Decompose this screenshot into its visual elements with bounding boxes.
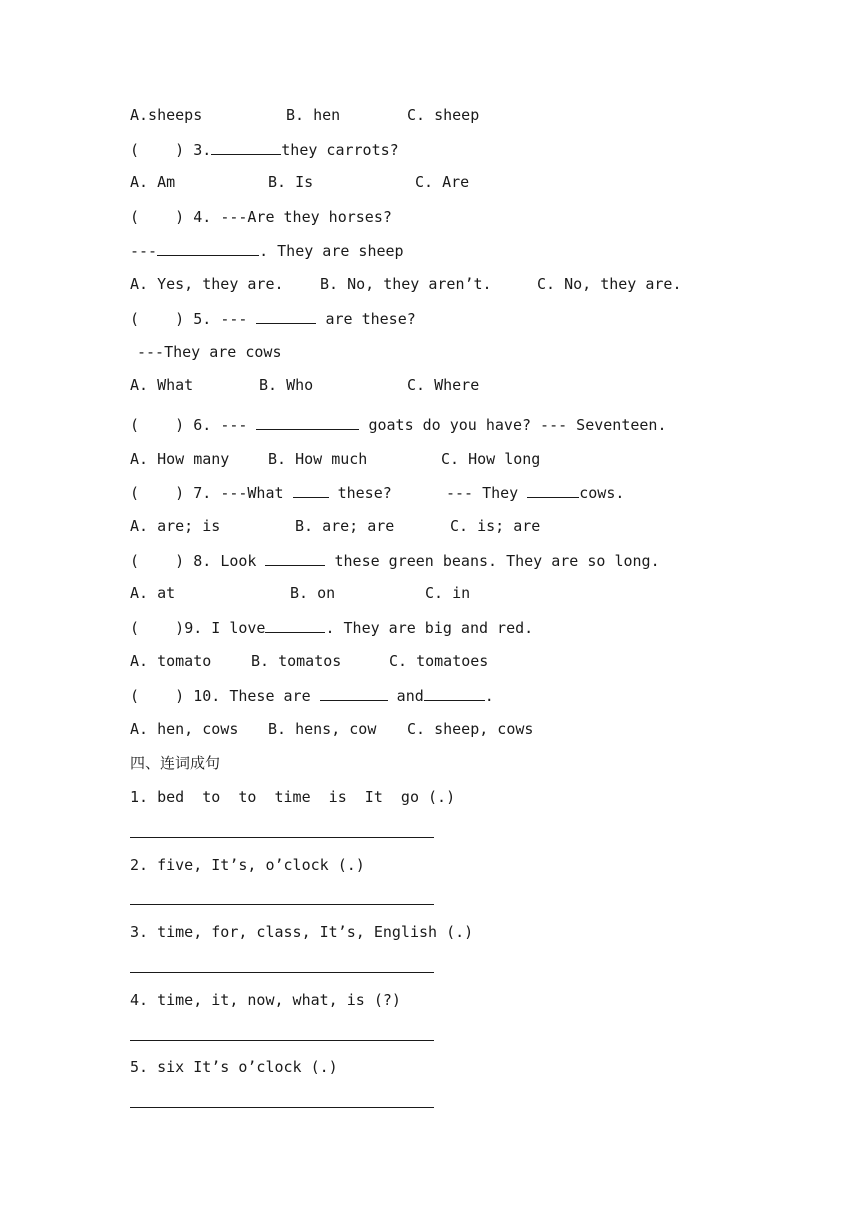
q4-option-c: C. No, they are. — [537, 275, 682, 293]
answer-paren: ( ) — [130, 484, 185, 502]
question-3 — [130, 140, 399, 160]
question-7: ( ) 7. ---What these? --- They cows. — [130, 484, 625, 502]
question-4 — [130, 207, 392, 227]
q3-option-c: C. Are — [415, 173, 470, 191]
question-number: 9. — [184, 619, 203, 637]
question-number: 10. — [193, 687, 221, 705]
q4-option-a: A. Yes, they are. — [130, 275, 284, 293]
question-9: ( )9. I love . They are big and red. — [130, 619, 534, 637]
question-number: 3. — [193, 141, 212, 159]
answer-line-2[interactable] — [130, 904, 434, 905]
question-4-answer: --- . They are sheep — [130, 242, 404, 260]
reorder-item-2: 2. five, It’s, o’clock (.) — [130, 856, 365, 874]
answer-blank[interactable] — [293, 483, 329, 498]
q2-option-b: B. hen — [286, 106, 341, 124]
q10-option-a: A. hen, cows — [130, 720, 239, 738]
q3-option-b: B. Is — [268, 173, 314, 191]
section-4-title: 四、连词成句 — [130, 754, 221, 772]
q6-option-b: B. How much — [268, 450, 368, 468]
answer-paren: ( ) — [130, 416, 185, 434]
q6-option-a: A. How many — [130, 450, 230, 468]
answer-blank[interactable] — [211, 140, 281, 155]
answer-blank[interactable] — [265, 618, 325, 633]
question-6: ( ) 6. --- goats do you have? --- Seventeen. — [130, 416, 667, 434]
question-number: 6. — [193, 416, 212, 434]
q10-option-c: C. sheep, cows — [407, 720, 534, 738]
answer-blank[interactable] — [157, 241, 259, 256]
answer-blank[interactable] — [424, 686, 485, 701]
q10-option-b: B. hens, cow — [268, 720, 377, 738]
q2-option-c: C. sheep — [407, 106, 480, 124]
reorder-item-3: 3. time, for, class, It’s, English (.) — [130, 923, 474, 941]
answer-paren: ( ) — [130, 141, 185, 159]
q8-option-a: A. at — [130, 584, 176, 602]
q8-option-b: B. on — [290, 584, 336, 602]
answer-blank[interactable] — [320, 686, 388, 701]
question-number: 5. — [193, 310, 212, 328]
q5-option-b: B. Who — [259, 376, 314, 394]
question-number: 7. — [193, 484, 212, 502]
answer-paren: ( ) — [130, 208, 185, 226]
q3-option-a: A. Am — [130, 173, 176, 191]
answer-blank[interactable] — [256, 415, 359, 430]
question-text: ---Are they horses? — [220, 208, 392, 226]
answer-blank[interactable] — [265, 551, 325, 566]
q7-option-c: C. is; are — [450, 517, 541, 535]
q9-option-c: C. tomatoes — [389, 652, 489, 670]
question-number: 4. — [193, 208, 212, 226]
answer-paren: ( ) — [130, 687, 185, 705]
q4-option-b: B. No, they aren’t. — [320, 275, 492, 293]
reorder-item-4: 4. time, it, now, what, is (?) — [130, 991, 401, 1009]
q5-option-a: A. What — [130, 376, 194, 394]
reorder-item-1: 1. bed to to time is It go (.) — [130, 788, 456, 806]
question-5: ( ) 5. --- are these? — [130, 310, 416, 328]
q5-option-c: C. Where — [407, 376, 480, 394]
q9-option-b: B. tomatos — [251, 652, 342, 670]
reorder-item-5: 5. six It’s o’clock (.) — [130, 1058, 338, 1076]
answer-line-1[interactable] — [130, 837, 434, 838]
answer-paren: ( ) — [130, 310, 185, 328]
question-5-answer: ---They are cows — [137, 343, 282, 361]
answer-line-5[interactable] — [130, 1107, 434, 1108]
question-text: they carrots? — [281, 141, 399, 159]
question-8: ( ) 8. Look these green beans. They are so long. — [130, 552, 660, 570]
q7-option-a: A. are; is — [130, 517, 221, 535]
q9-option-a: A. tomato — [130, 652, 212, 670]
question-10: ( ) 10. These are and . — [130, 687, 494, 705]
q8-option-c: C. in — [425, 584, 471, 602]
q6-option-c: C. How long — [441, 450, 541, 468]
answer-blank[interactable] — [256, 309, 316, 324]
question-number: 8. — [193, 552, 212, 570]
answer-line-3[interactable] — [130, 972, 434, 973]
answer-paren: ( ) — [130, 552, 185, 570]
answer-paren: ( ) — [130, 619, 185, 637]
q7-option-b: B. are; are — [295, 517, 395, 535]
answer-blank[interactable] — [527, 483, 579, 498]
q2-option-a: A.sheeps — [130, 106, 203, 124]
answer-line-4[interactable] — [130, 1040, 434, 1041]
